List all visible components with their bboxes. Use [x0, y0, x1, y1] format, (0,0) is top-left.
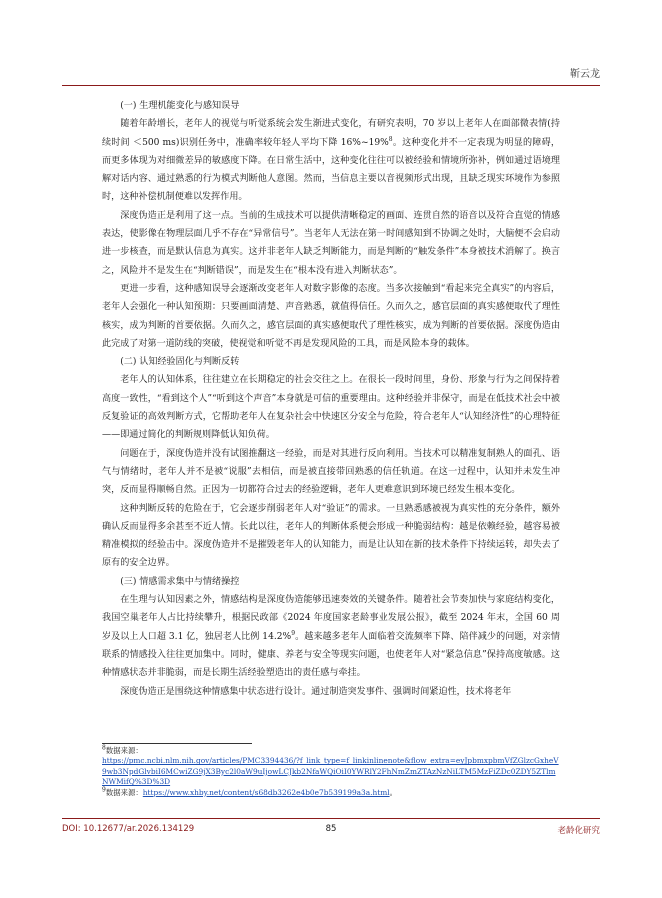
doi-text: DOI: 10.12677/ar.2026.134129 — [62, 824, 195, 834]
footnote-text: 数据来源： — [105, 746, 143, 755]
paragraph: 这种判断反转的危险在于，它会逐步削弱老年人对“验证”的需求。一旦熟悉感被视为真实性的充分条件，额外确认反而显得多余甚至不近人情。长此以往，老年人的判断体系便会形成一种脆弱结构：越是依赖经验，越容易被精准模拟的经验击中。深度伪造并不是摧毁老年人的认知能力，而是让认知在新的技术条件下持续运转，却失去了原有的安全边界。 — [102, 503, 560, 569]
article-body — [102, 97, 560, 701]
section-heading-1: (一) 生理机能变化与感知误导 — [120, 101, 240, 111]
footer-rule — [62, 818, 600, 819]
section-heading-2: (二) 认知经验固化与判断反转 — [120, 357, 240, 368]
footnote-label: 8 — [102, 744, 106, 752]
paragraph-text: 。这种变化并不一定表现为明显的障碍，而更多体现为对细微差异的敏感度下降。在日常生活中，这种变化往往可以被经验和情境所弥补，例如通过语境理解对话内容、通过熟悉的行为模式判断他人意图。然而，当信息主要以音视频形式出现，且缺乏现实环境作为参照时，这种补偿机制便难以发挥作用。 — [102, 137, 560, 203]
header-author: 靳云龙 — [570, 69, 600, 80]
footnote-rule — [102, 743, 252, 744]
paragraph: 问题在于，深度伪造并没有试图推翻这一经验，而是对其进行反向利用。当技术可以精准复制熟人的面孔、语气与情绪时，老年人并不是被“说服”去相信，而是被直接带回熟悉的信任轨道。在这一过程中，认知并未发生冲突，反而显得顺畅自然。正因为一切都符合过去的经验逻辑，老年人更难意识到环境已经发生根本变化。 — [102, 448, 560, 496]
paragraph-text: 随着年龄增长，老年人的视觉与听觉系统会发生渐进式变化，有研究表明，70 岁以上老年人在面部微表情(持续时间 ＜500 ms)识别任务中，准确率较年轻人平均下降 16%~19% — [102, 119, 560, 148]
footnote-link[interactable]: https://pmc.ncbi.nlm.nih.gov/articles/PMC3394436/?f_link_type=f_linkinlinenote&flow_extra=eyJpbmxpbmVfZGlzcGxheV9wb3NpdGlvbiI6MCwiZG9jX3Byc2l0aW9uIjowLCJkb2NfaWQiOiI0YWRlY2FhNmZmZTAzNzNiLTM5MzFiZDc0ZDY5ZTlmNWMifQ%3D%3D — [102, 756, 559, 787]
paragraph-text: 。越来越多老年人面临着交流频率下降、陪伴减少的问题，对亲情联系的情感投入往往更加集中。同时，健康、养老与安全等现实问题，也使老年人对“紧急信息”保持高度敏感。这种情感状态并非脆弱，而是长期生活经验塑造出的责任感与牵挂。 — [102, 631, 560, 679]
paragraph — [102, 115, 560, 206]
footnote-ref[interactable]: 9 — [291, 629, 296, 637]
paragraph-text: 在生理与认知因素之外，情感结构是深度伪造能够迅速奏效的关键条件。随着社会节奏加快与家庭结构变化，我国空巢老年人占比持续攀升，根据民政部《2024 年度国家老龄事业发展公报》，截至 2024 年末，全国 60 周岁及以上人口超 3.1 亿，独居老人比例 14.2% — [102, 595, 560, 642]
paragraph: 老年人的认知体系，往往建立在长期稳定的社会交往之上。在很长一段时间里，身份、形象与行为之间保持着高度一致性，“看到这个人”“听到这个声音”本身就是可信的重要理由。这种经验并非保守，而是在低技术社会中被反复验证的高效判断方式，它帮助老年人在复杂社会中快速区分安全与危险，符合老年人“认知经济性”的心理特征——即通过简化的判断规则降低认知负荷。 — [102, 375, 560, 441]
header-rule — [62, 85, 600, 86]
footnote-9 — [102, 788, 560, 798]
journal-name: 老龄化研究 — [557, 826, 600, 836]
paragraph: 深度伪造正是围绕这种情感集中状态进行设计。通过制造突发事件、强调时间紧迫性，技术将老年 — [120, 686, 512, 697]
footnotes — [102, 746, 560, 798]
footnote-8 — [102, 746, 560, 788]
paragraph: 深度伪造正是利用了这一点。当前的生成技术可以提供清晰稳定的画面、连贯自然的语音以及符合直觉的情感表达，使影像在物理层面几乎不存在“异常信号”。当老年人无法在第一时间感知到不协调之处时，大脑便不会启动进一步核查，而是默认信息为真实。这并非老年人缺乏判断能力，而是判断的“触发条件”本身被技术消解了。换言之，风险并不是发生在“判断错误”，而是发生在“根本没有进入判断状态”。 — [102, 210, 560, 276]
footnote-label: 9 — [102, 786, 106, 794]
footnote-text: 。 — [389, 787, 398, 797]
page-number: 85 — [325, 824, 337, 834]
footnote-ref[interactable]: 8 — [388, 135, 393, 143]
paragraph: 更进一步看，这种感知误导会逐渐改变老年人对数字影像的态度。当多次接触到“看起来完全真实”的内容后，老年人会强化一种认知预期：只要画面清楚、声音熟悉，就值得信任。久而久之，感官层面的真实感便取代了理性核实，成为判断的首要依据。久而久之，感官层面的真实感便取代了理性核实，成为判断的首要依据。深度伪造由此完成了对第一道防线的突破，使视觉和听觉不再是发现风险的工具，而是风险本身的载体。 — [102, 283, 560, 349]
paragraph — [102, 591, 560, 682]
section-heading-3: (三) 情感需求集中与情绪操控 — [120, 576, 240, 587]
footnote-link[interactable]: https://www.xhby.net/content/s68db3262e4b0e7b539199a3a.html — [142, 787, 390, 797]
footnote-text: 数据来源： — [105, 787, 143, 797]
